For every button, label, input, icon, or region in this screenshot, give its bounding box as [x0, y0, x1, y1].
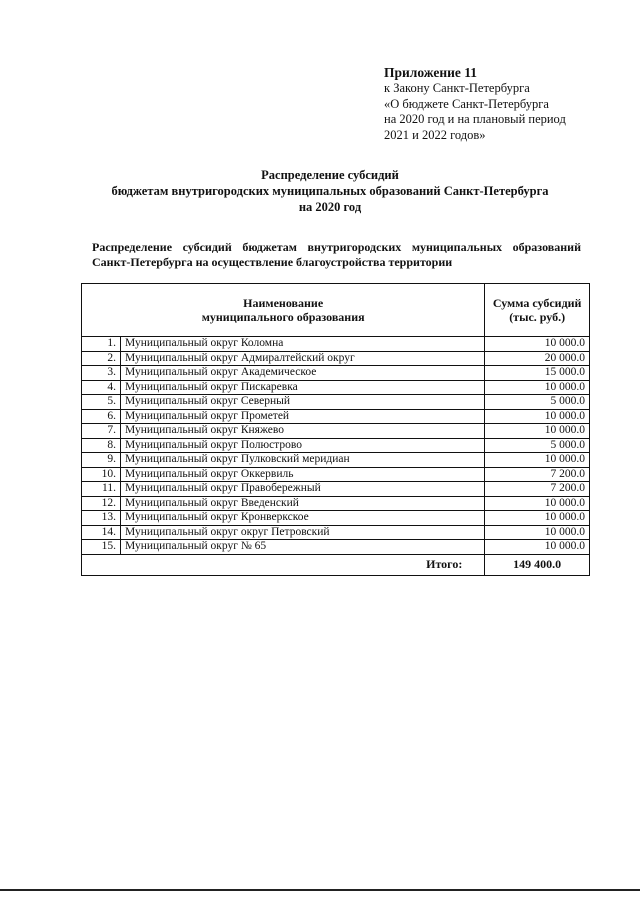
row-number: 4.: [82, 380, 121, 395]
row-sum: 5 000.0: [485, 438, 590, 453]
table-row: [82, 395, 590, 410]
row-sum: 10 000.0: [485, 337, 590, 352]
table-header-row: [82, 284, 590, 337]
row-name: Муниципальный округ Полюстрово: [121, 438, 485, 453]
row-number: 10.: [82, 467, 121, 482]
row-number: 7.: [82, 424, 121, 439]
row-sum: 15 000.0: [485, 366, 590, 381]
title-line-1: Распределение субсидий: [261, 168, 399, 182]
row-name: Муниципальный округ Пулковский меридиан: [121, 453, 485, 468]
row-number: 14.: [82, 525, 121, 540]
row-name: Муниципальный округ Правобережный: [121, 482, 485, 497]
row-sum: 10 000.0: [485, 540, 590, 555]
column-header-sum-line-1: Сумма субсидий: [492, 296, 582, 310]
bottom-border: [0, 889, 640, 891]
table-row: [82, 540, 590, 555]
table-row: [82, 438, 590, 453]
row-number: 15.: [82, 540, 121, 555]
row-sum: 10 000.0: [485, 525, 590, 540]
table-row: [82, 409, 590, 424]
row-sum: 10 000.0: [485, 424, 590, 439]
row-sum: 10 000.0: [485, 409, 590, 424]
total-value: 149 400.0: [485, 554, 590, 575]
appendix-line: 2021 и 2022 годов»: [384, 127, 486, 142]
column-header-name-line-1: Наименование: [243, 296, 324, 310]
caption-line-2: Санкт-Петербурга на осуществление благоустройства территории: [92, 255, 453, 269]
row-sum: 7 200.0: [485, 482, 590, 497]
title-line-2: бюджетам внутригородских муниципальных образований Санкт-Петербурга: [111, 184, 549, 198]
row-sum: 20 000.0: [485, 351, 590, 366]
row-sum: 10 000.0: [485, 511, 590, 526]
title-line-3: на 2020 год: [298, 200, 362, 214]
table-row: [82, 380, 590, 395]
row-name: Муниципальный округ округ Петровский: [121, 525, 485, 540]
total-row: [82, 554, 590, 575]
row-name: Муниципальный округ Академическое: [121, 366, 485, 381]
row-number: 6.: [82, 409, 121, 424]
row-sum: 10 000.0: [485, 380, 590, 395]
subsidy-table: [81, 283, 590, 576]
row-name: Муниципальный округ Северный: [121, 395, 485, 410]
row-name: Муниципальный округ Адмиралтейский округ: [121, 351, 485, 366]
row-sum: 5 000.0: [485, 395, 590, 410]
table-row: [82, 482, 590, 497]
column-header-sum: [485, 284, 590, 337]
table-row: [82, 351, 590, 366]
row-number: 11.: [82, 482, 121, 497]
row-number: 12.: [82, 496, 121, 511]
appendix-block: [384, 64, 624, 143]
row-name: Муниципальный округ Пискаревка: [121, 380, 485, 395]
row-name: Муниципальный округ Коломна: [121, 337, 485, 352]
appendix-line: «О бюджете Санкт-Петербурга: [384, 96, 549, 111]
total-label: Итого:: [82, 554, 485, 575]
row-number: 2.: [82, 351, 121, 366]
appendix-line: к Закону Санкт-Петербурга: [384, 81, 530, 95]
row-name: Муниципальный округ Кронверкское: [121, 511, 485, 526]
row-number: 8.: [82, 438, 121, 453]
column-header-name: [82, 284, 485, 337]
table-row: [82, 511, 590, 526]
appendix-heading: Приложение 11: [384, 65, 478, 80]
document-title: [60, 167, 600, 215]
row-sum: 10 000.0: [485, 453, 590, 468]
table-row: [82, 366, 590, 381]
row-name: Муниципальный округ Оккервиль: [121, 467, 485, 482]
table-row: [82, 525, 590, 540]
row-sum: 7 200.0: [485, 467, 590, 482]
row-name: Муниципальный округ Введенский: [121, 496, 485, 511]
row-sum: 10 000.0: [485, 496, 590, 511]
row-name: Муниципальный округ Прометей: [121, 409, 485, 424]
row-number: 1.: [82, 337, 121, 352]
row-name: Муниципальный округ Княжево: [121, 424, 485, 439]
row-number: 3.: [82, 366, 121, 381]
table-caption: [92, 240, 581, 270]
appendix-line: на 2020 год и на плановый период: [384, 112, 566, 126]
row-name: Муниципальный округ № 65: [121, 540, 485, 555]
table-row: [82, 453, 590, 468]
row-number: 13.: [82, 511, 121, 526]
caption-line-1: Распределение субсидий бюджетам внутригородских муниципальных образований: [92, 240, 581, 254]
table-row: [82, 496, 590, 511]
row-number: 5.: [82, 395, 121, 410]
table-row: [82, 424, 590, 439]
column-header-sum-line-2: (тыс. руб.): [509, 310, 566, 324]
table-row: [82, 337, 590, 352]
table-row: [82, 467, 590, 482]
row-number: 9.: [82, 453, 121, 468]
column-header-name-line-2: муниципального образования: [201, 310, 365, 324]
